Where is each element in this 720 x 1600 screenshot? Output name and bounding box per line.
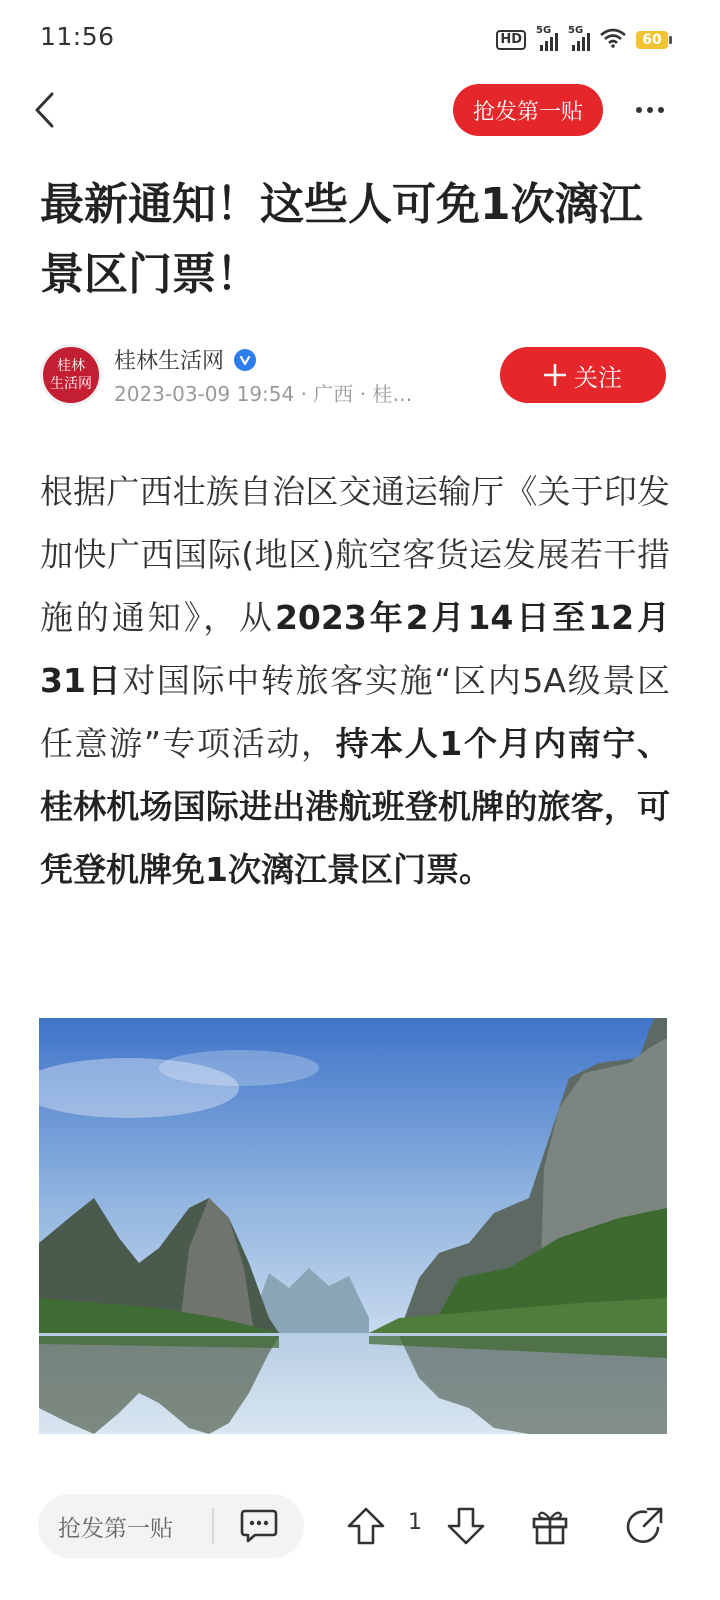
back-chevron-icon	[33, 91, 55, 129]
article-meta: 2023-03-09 19:54 · 广西 · 桂…	[114, 382, 413, 406]
share-icon	[624, 1506, 664, 1546]
upvote-button[interactable]	[338, 1498, 394, 1554]
signal-icon-sim2: 5G	[568, 29, 590, 51]
vote-count: 1	[408, 1510, 422, 1535]
avatar[interactable]: 桂林 生活网	[40, 344, 102, 406]
post-first-button[interactable]: 抢发第一贴	[453, 84, 603, 136]
article-body: 根据广西壮族自治区交通运输厅《关于印发加快广西国际(地区)航空客货运发展若干措施的通知》，从2023年2月14日至12月31日对国际中转旅客实施“区内5A级景区任意游”专项活动，持本人1个月内南宁、桂林机场国际进出港航班登机牌的旅客，可凭登机牌免1次漓江景区门票。	[40, 472, 671, 889]
author-name[interactable]: 桂林生活网	[114, 344, 256, 375]
back-button[interactable]	[24, 86, 64, 134]
article-image[interactable]	[39, 1018, 667, 1434]
hd-icon: HD	[496, 30, 526, 50]
more-button[interactable]	[624, 86, 676, 134]
downvote-icon	[446, 1506, 486, 1546]
wifi-icon	[600, 28, 626, 52]
status-time: 11:56	[40, 22, 115, 51]
bottom-bar	[0, 1490, 720, 1600]
author-row	[40, 344, 680, 408]
verified-icon	[234, 349, 256, 371]
status-bar	[0, 0, 720, 76]
article-title: 最新通知！这些人可免1次漓江景区门票！	[40, 179, 643, 300]
downvote-button[interactable]	[438, 1498, 494, 1554]
comment-input[interactable]: 抢发第一贴	[58, 1515, 173, 1542]
chat-icon	[239, 1508, 279, 1544]
share-button[interactable]	[616, 1498, 672, 1554]
status-icons	[496, 26, 668, 54]
follow-button[interactable]: 关注	[500, 347, 666, 403]
comments-button[interactable]	[214, 1494, 304, 1558]
gift-button[interactable]	[522, 1498, 578, 1554]
top-nav	[0, 80, 720, 140]
signal-icon-sim1: 5G	[536, 29, 558, 51]
comment-box	[38, 1494, 304, 1558]
upvote-icon	[346, 1506, 386, 1546]
more-dots-icon	[636, 107, 642, 113]
battery-icon: 60	[636, 31, 668, 49]
gift-icon	[530, 1506, 570, 1546]
plus-icon	[544, 364, 566, 386]
